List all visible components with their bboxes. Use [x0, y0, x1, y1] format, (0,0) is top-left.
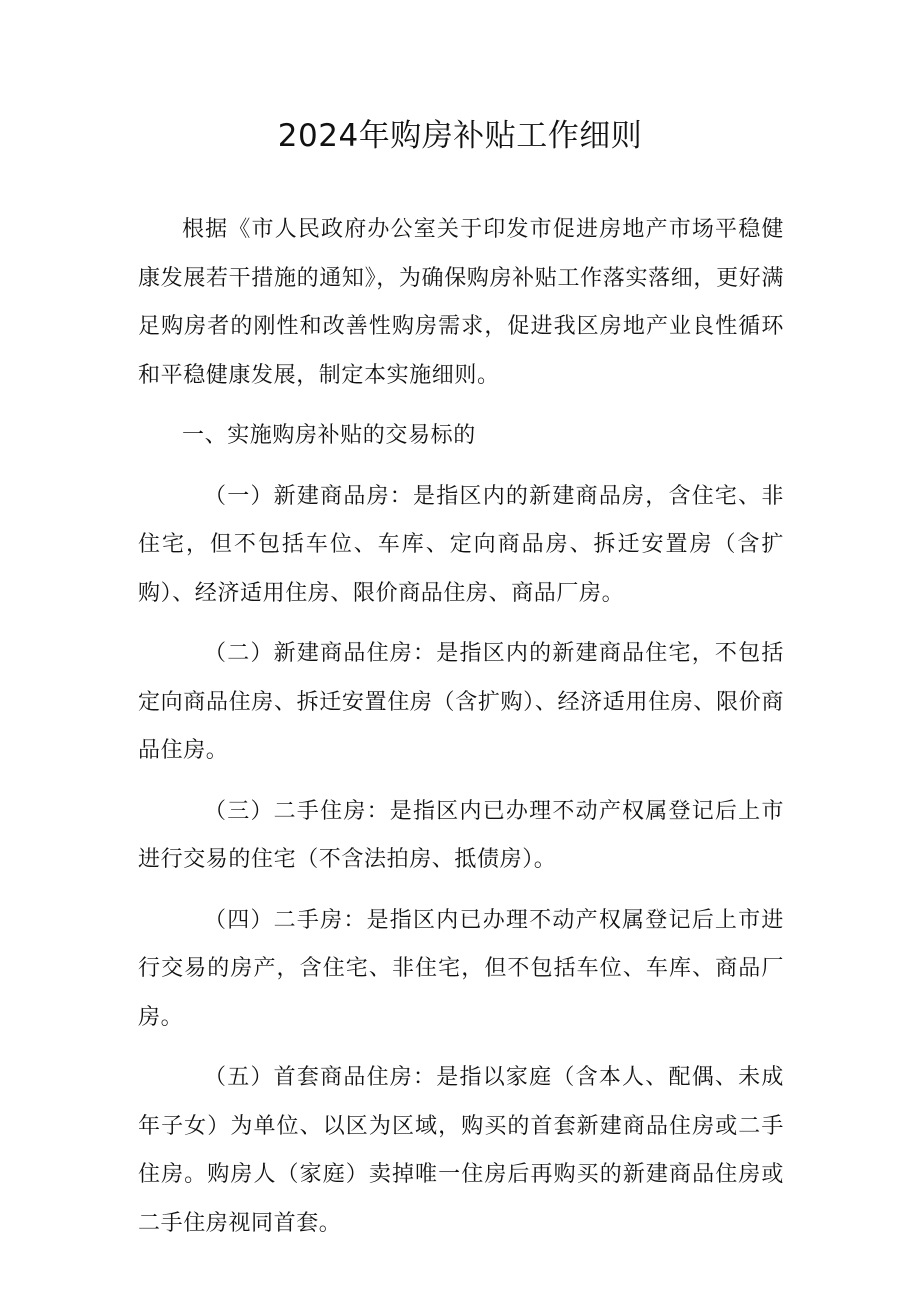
definition-item-2: （二）新建商品住房：是指区内的新建商品住宅，不包括定向商品住房、拆迁安置住房（含扩购）、经济适用住房、限价商品住房。 — [138, 641, 784, 763]
definition-item-3: （三）二手住房：是指区内已办理不动产权属登记后上市进行交易的住宅（不含法拍房、抵债房）。 — [138, 798, 784, 872]
section-heading: 一、实施购房补贴的交易标的 — [182, 423, 476, 448]
document-body — [138, 206, 784, 1260]
intro-paragraph: 根据《市人民政府办公室关于印发市促进房地产市场平稳健康发展若干措施的通知》，为确保购房补贴工作落实落细，更好满足购房者的刚性和改善性购房需求，促进我区房地产业良性循环和平稳健康发展，制定本实施细则。 — [138, 217, 784, 388]
definition-item-1: （一）新建商品房：是指区内的新建商品房，含住宅、非住宅，但不包括车位、车库、定向商品房、拆迁安置房（含扩购）、经济适用住房、限价商品住房、商品厂房。 — [138, 483, 784, 606]
document-title: 2024年购房补贴工作细则 — [277, 118, 643, 154]
definition-item-5: （五）首套商品住房：是指以家庭（含本人、配偶、未成年子女）为单位、以区为区域，购买的首套新建商品住房或二手住房。购房人（家庭）卖掉唯一住房后再购买的新建商品住房或二手住房视同首套。 — [138, 1065, 784, 1236]
definition-item-4: （四）二手房：是指区内已办理不动产权属登记后上市进行交易的房产，含住宅、非住宅，但不包括车位、车库、商品厂房。 — [138, 907, 784, 1030]
